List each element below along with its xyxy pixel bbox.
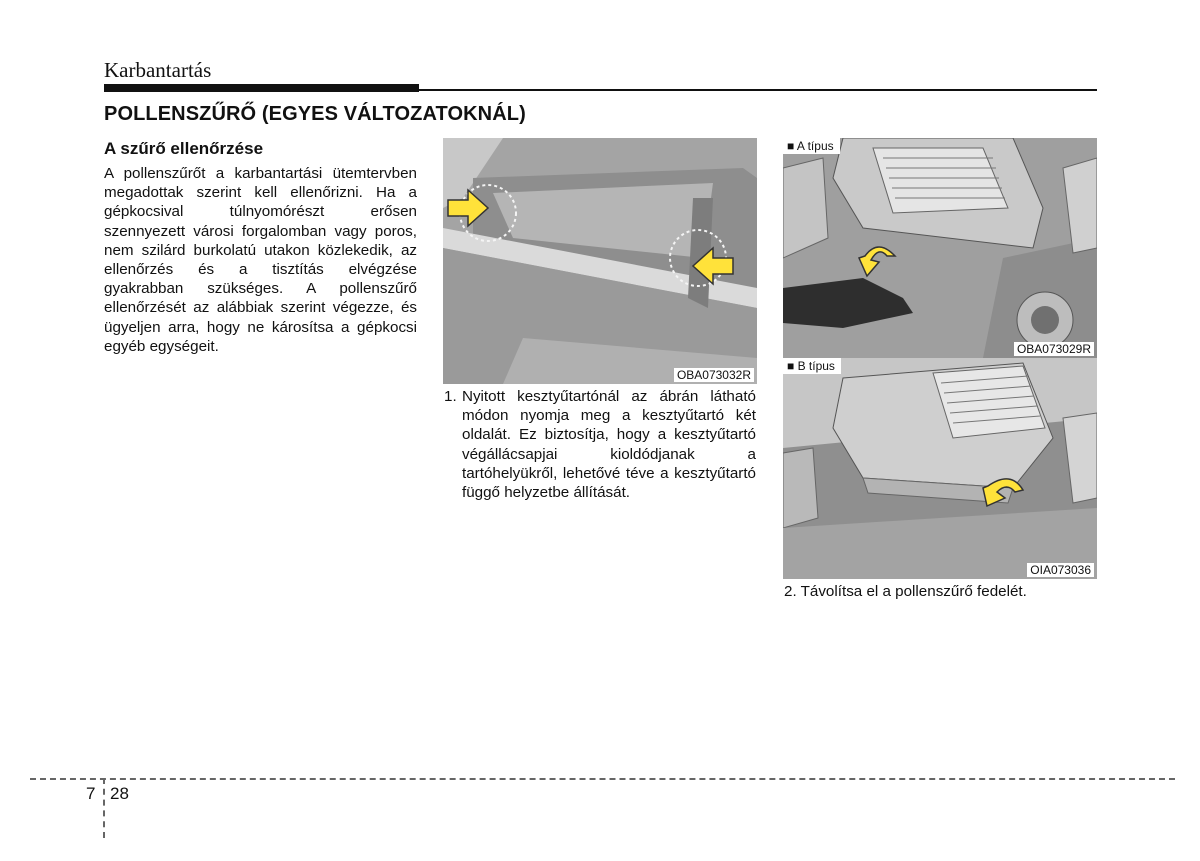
filter-type-a-illustration [783,138,1097,358]
filter-type-b-figure [783,358,1097,579]
filter-type-b-illustration [783,358,1097,579]
glove-box-figure [443,138,757,384]
footer-divider [30,778,1175,780]
figure-type-tag: ■ B típus [783,358,841,374]
figure-code: OBA073029R [1014,342,1094,356]
header-rule-thick [104,84,419,92]
header-rule-thin [419,89,1097,91]
figure-code: OIA073036 [1027,563,1094,577]
intro-text: A pollenszűrőt a karbantartási ütemtervben megadottak szerint kell ellenőrizni. Ha a gépkocsival túlnyomórészt erősen szennyezett városi forgalomban vagy poros, nem szilárd burkolatú utakon közlekedik, az ellenőrzés és a tisztítás elvégzése gyakrabban szükséges. A pollenszűrő ellenőrzését az alábbiak szerint végezze, és ügyeljen arra, hogy ne károsítsa a gépkocsi egyéb egységeit. [104,165,417,355]
step-1 [444,387,756,502]
step-1-number: 1. [444,388,457,405]
step-1-text: Nyitott kesztyűtartónál az ábrán látható módon nyomja meg a kesztyűtartó két oldalát. Ez biztosítja, hogy a kesztyűtartó végállácsapjai kioldódjanak a tartóhelyükről, lehetővé téve a kesztyűtartó függő helyzetbe állítását. [462,388,756,502]
figure-code: OBA073032R [674,368,754,382]
figure-type-tag: ■ A típus [783,138,840,154]
page-chapter-number: 7 [86,784,96,803]
page-number: 28 [110,784,129,803]
section-title: POLLENSZŰRŐ (EGYES VÁLTOZATOKNÁL) [104,103,526,125]
footer-divider-vertical [103,778,105,838]
intro-heading: A szűrő ellenőrzése [104,139,264,158]
chapter-title: Karbantartás [104,58,212,82]
glove-box-illustration [443,138,757,384]
filter-type-a-figure [783,138,1097,358]
step-2-text: 2. Távolítsa el a pollenszűrő fedelét. [784,583,1027,600]
